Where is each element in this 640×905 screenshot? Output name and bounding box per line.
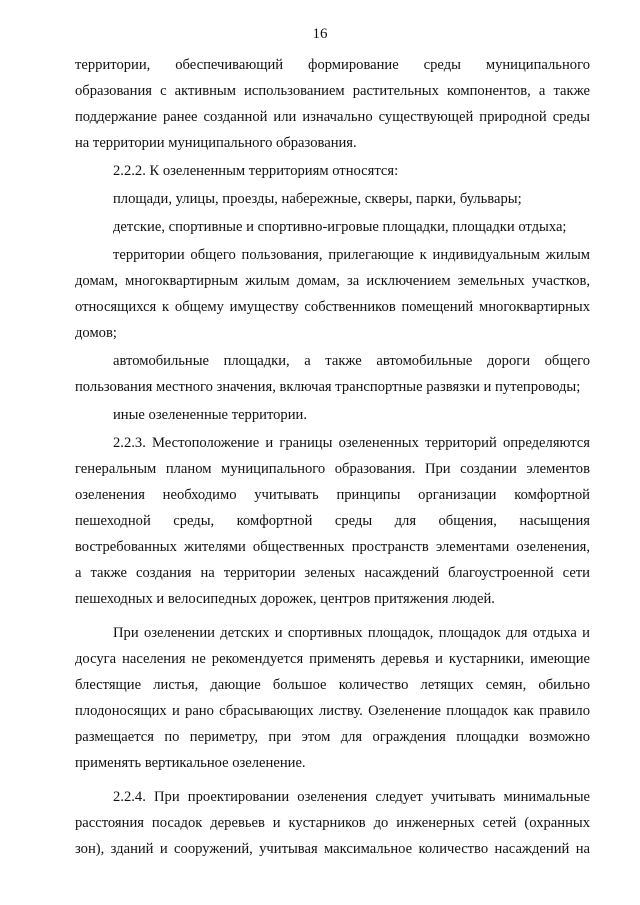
list-item [75, 242, 590, 346]
list-item [75, 348, 590, 400]
text-line: пешеходной среды, комфортной среды для общения, насыщения [75, 513, 590, 529]
document-body [75, 52, 590, 862]
text-line: 2.2.4. При проектировании озеленения следует учитывать минимальные [113, 789, 590, 805]
text-line: пешеходных и велосипедных дорожек, центров притяжения людей. [75, 591, 495, 607]
text-line: поддержание ранее созданной или изначально существующей природной среды [75, 109, 590, 125]
text-line: образования с активным использованием растительных компонентов, а также [75, 83, 590, 99]
text-line: территории, обеспечивающий формирование среды муниципального [75, 57, 590, 73]
paragraph [75, 620, 590, 776]
text-line: относящихся к общему имуществу собственников помещений многоквартирных [75, 299, 590, 315]
list-item [75, 214, 590, 240]
text-line: а также создания на территории зеленых насаждений благоустроенной сети [75, 565, 590, 581]
text-line: домам, многоквартирным жилым домам, за исключением земельных участков, [75, 273, 590, 289]
text-line: блестящие листья, дающие большое количество летящих семян, обильно [75, 677, 590, 693]
text-line: автомобильные площадки, а также автомобильные дороги общего [113, 353, 590, 369]
list-item [75, 402, 590, 428]
text-line: пользования местного значения, включая транспортные развязки и путепроводы; [75, 379, 581, 395]
text-line: досуга населения не рекомендуется применять деревья и кустарники, имеющие [75, 651, 590, 667]
text-line: При озеленении детских и спортивных площадок, площадок для отдыха и [113, 625, 590, 641]
text-line: озеленения необходимо учитывать принципы организации комфортной [75, 487, 590, 503]
text-line: детские, спортивные и спортивно-игровые площадки, площадки отдыха; [113, 219, 567, 235]
text-line: генеральным планом муниципального образования. При создании элементов [75, 461, 590, 477]
text-line: 2.2.2. К озелененным территориям относятся: [113, 163, 399, 179]
text-line: площади, улицы, проезды, набережные, скверы, парки, бульвары; [113, 191, 522, 207]
text-line: иные озелененные территории. [113, 407, 307, 423]
text-line: 2.2.3. Местоположение и границы озелененных территорий определяются [113, 435, 590, 451]
text-line: на территории муниципального образования. [75, 135, 357, 151]
page-number: 16 [312, 26, 328, 42]
section-paragraph-2-2-4 [75, 784, 590, 862]
list-item [75, 186, 590, 212]
text-line: размещается по периметру, при этом для ограждения площадки возможно [75, 729, 590, 745]
section-heading-2-2-2 [75, 158, 590, 184]
text-line: применять вертикальное озеленение. [75, 755, 306, 771]
text-line: территории общего пользования, прилегающие к индивидуальным жилым [113, 247, 590, 263]
text-line: зон), зданий и сооружений, учитывая максимальное количество насаждений на [75, 841, 590, 857]
text-line: домов; [75, 325, 117, 341]
text-line: расстояния посадок деревьев и кустарников до инженерных сетей (охранных [75, 815, 590, 831]
section-paragraph-2-2-3 [75, 430, 590, 612]
text-line: плодоносящих и рано сбрасывающих листву. Озеленение площадок как правило [75, 703, 590, 719]
paragraph-continuation [75, 52, 590, 156]
text-line: востребованных жителями общественных пространств элементами озеленения, [75, 539, 590, 555]
